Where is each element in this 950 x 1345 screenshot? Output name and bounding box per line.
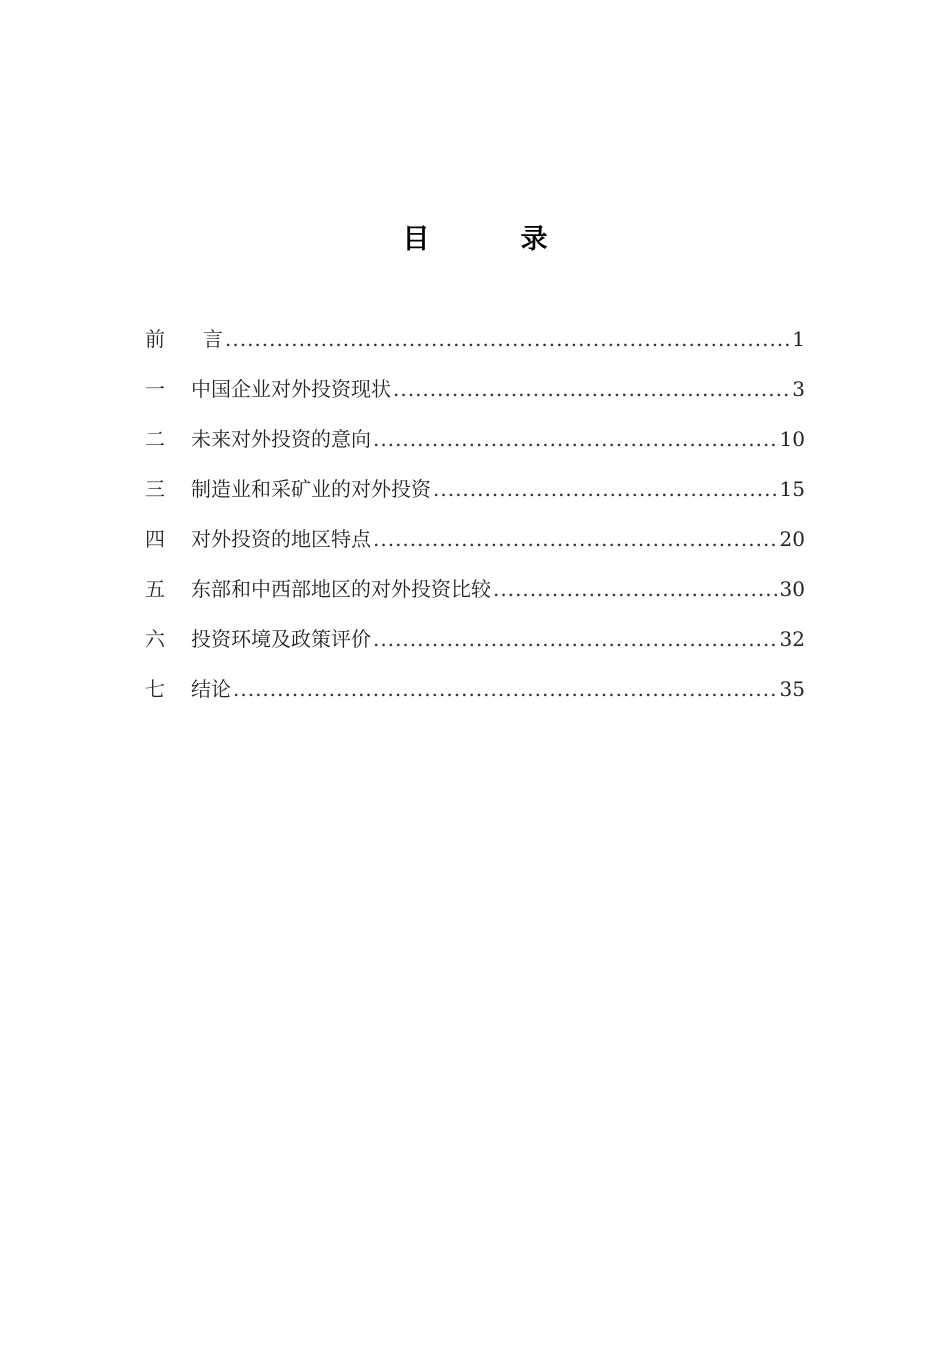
toc-entry-page: 32 (779, 627, 805, 651)
toc-dot-leader (225, 322, 790, 356)
toc-dot-leader (373, 422, 778, 456)
toc-entry-title: 言 (203, 327, 223, 351)
toc-entry-title: 未来对外投资的意向 (191, 427, 371, 451)
toc-entry-number: 四 (145, 527, 165, 551)
toc-entry-title: 东部和中西部地区的对外投资比较 (191, 577, 491, 601)
toc-dot-leader (373, 522, 778, 556)
toc-entry-page: 10 (779, 427, 805, 451)
toc-entry-3[interactable] (145, 472, 805, 522)
toc-entry-page: 35 (779, 677, 805, 701)
toc-entry-number: 二 (145, 427, 165, 451)
toc-entry-number: 三 (145, 477, 165, 501)
toc-dot-leader (493, 572, 778, 606)
toc-entry-title: 对外投资的地区特点 (191, 527, 371, 551)
toc-dot-leader (233, 672, 778, 706)
toc-dot-leader (373, 622, 778, 656)
toc-entry-page: 15 (779, 477, 805, 501)
toc-entry-preface[interactable] (145, 322, 805, 372)
toc-entry-title: 中国企业对外投资现状 (191, 377, 391, 401)
toc-dot-leader (433, 472, 778, 506)
toc-entry-1[interactable] (145, 372, 805, 422)
toc-entry-number: 前 (145, 327, 165, 351)
toc-entry-number: 一 (145, 377, 165, 401)
toc-list (145, 322, 805, 722)
toc-entry-number: 五 (145, 577, 165, 601)
toc-entry-title: 投资环境及政策评价 (191, 627, 371, 651)
toc-title: 目 录 (402, 224, 580, 255)
toc-entry-number: 七 (145, 677, 165, 701)
toc-entry-page: 1 (792, 327, 805, 351)
toc-dot-leader (393, 372, 790, 406)
toc-entry-title: 结论 (191, 677, 231, 701)
toc-entry-page: 3 (792, 377, 805, 401)
toc-entry-2[interactable] (145, 422, 805, 472)
toc-entry-number: 六 (145, 627, 165, 651)
toc-entry-5[interactable] (145, 572, 805, 622)
toc-entry-4[interactable] (145, 522, 805, 572)
toc-entry-title: 制造业和采矿业的对外投资 (191, 477, 431, 501)
toc-entry-page: 20 (779, 527, 805, 551)
toc-entry-6[interactable] (145, 622, 805, 672)
toc-entry-7[interactable] (145, 672, 805, 722)
toc-entry-page: 30 (779, 577, 805, 601)
